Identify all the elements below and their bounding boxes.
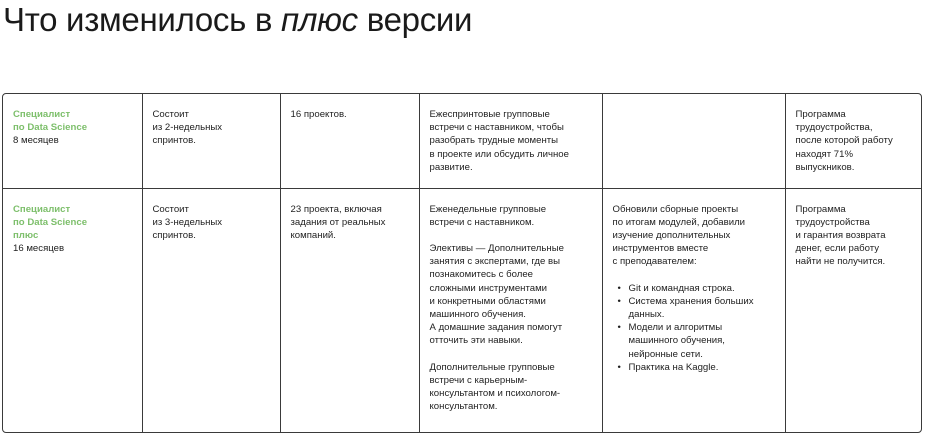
cell-updates [602,188,785,432]
sprints-text: Состоит из 2-недельных спринтов. [152,109,223,147]
bullet-dot-icon: • [617,295,621,307]
mentoring-text: Ежеспринтовые групповые встречи с наставником, чтобы разобрать трудные моменты в проекте или обсудить личное развитие. [429,109,569,173]
list-item-text: Практика на Kaggle. [628,361,719,373]
list-item [613,295,775,321]
cell-projects [280,94,419,188]
mentoring-paragraph-career-meetings: Дополнительные групповые встречи с карьерным- консультантом и психологом- консультантом. [429,361,561,413]
bullet-dot-icon: • [617,322,621,334]
mentoring-paragraph-weekly: Еженедельные групповые встречи с наставником. [429,203,547,228]
table-row-plus-program [3,188,922,432]
cell-program [3,188,142,432]
page-title [3,0,472,40]
cell-career [785,94,922,188]
sprints-text: Состоит из 3-недельных спринтов. [152,203,223,241]
list-item-text: Git и командная строка. [628,282,735,294]
comparison-table [2,93,922,433]
cell-mentoring [419,94,602,188]
career-text: Программа трудоустройства, после которой работу находят 71% выпускников. [795,109,893,173]
list-item [613,321,775,361]
bullet-dot-icon: • [617,361,621,373]
title-text-before: Что изменилось в [3,1,281,38]
projects-text: 16 проектов. [290,109,347,120]
cell-mentoring [419,188,602,432]
bullet-dot-icon: • [617,282,621,294]
cell-projects [280,188,419,432]
mentoring-paragraph-electives: Элективы — Дополнительные занятия с экспертами, где вы познакомитесь с более сложными инструментами и конкретными областями машинного обучения. А домашние задания помогут отточить эти навыки. [429,242,564,347]
title-text-emphasis: плюс [280,1,358,38]
cell-career [785,188,922,432]
career-text: Программа трудоустройства и гарантия возврата денег, если работу найти не получится. [795,203,886,268]
cell-sprints [142,94,280,188]
list-item [613,282,775,295]
cell-updates-empty [602,94,785,188]
program-name: Специалист по Data Science плюс [13,203,88,241]
list-item [613,361,775,374]
cell-program [3,94,142,188]
updates-list [613,282,775,374]
title-text-after: версии [357,1,473,38]
program-duration: 16 месяцев [13,243,65,255]
program-duration: 8 месяцев [13,135,59,147]
list-item-text: Модели и алгоритмы машинного обучения, нейронные сети. [628,322,725,360]
cell-sprints [142,188,280,432]
projects-text: 23 проекта, включая задания от реальных компаний. [290,203,386,241]
updates-intro: Обновили сборные проекты по итогам модулей, добавили изучение дополнительных инструментов вместе с преподавателем: [612,203,746,268]
program-name: Специалист по Data Science [13,109,88,134]
list-item-text: Система хранения больших данных. [628,295,754,320]
table-row-base-program [3,94,922,188]
